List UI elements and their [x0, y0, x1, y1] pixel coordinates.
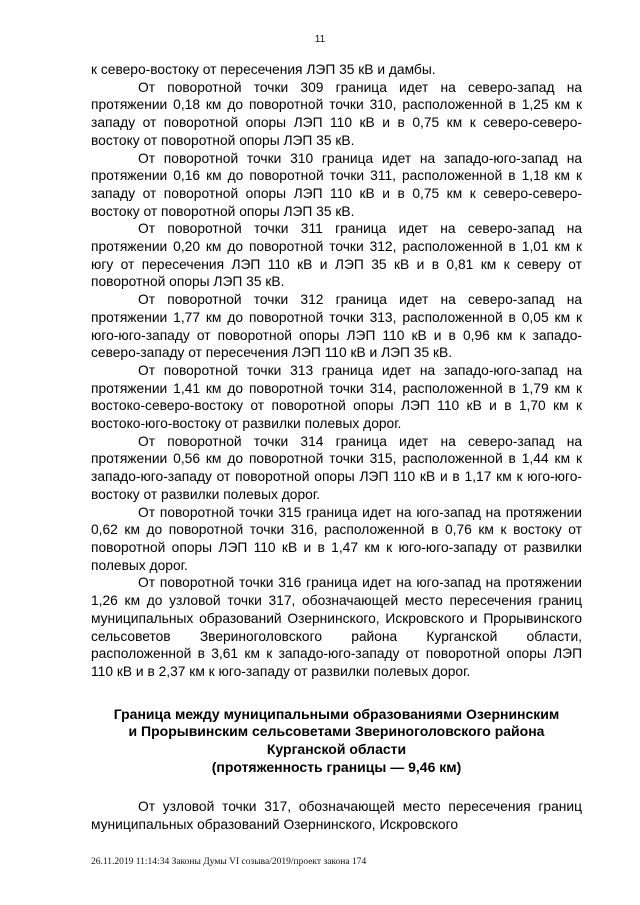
paragraph-point-314: От поворотной точки 314 граница идет на северо-запад на протяжении 0,56 км до поворотной точки 315, расположенной в 1,44 км к западо-юго-западу от поворотной опоры ЛЭП 110 кВ и в 1,17 км к юго-юго-востоку от развилки полевых дорог.: [91, 433, 582, 502]
paragraph-continuation: к северо-востоку от пересечения ЛЭП 35 кВ и дамбы.: [91, 62, 436, 77]
paragraph-point-316: От поворотной точки 316 граница идет на юго-запад на протяжении 1,26 км до узловой точки 317, обозначающей место пересечения границ муниципальных образований Озернинского, Искровского и Прорывинского сельсоветов Звериноголовского района Курганской области, расположенной в 3,61 км к западо-юго-западу от поворотной опоры ЛЭП 110 кВ и в 2,37 км к юго-западу от развилки полевых дорог.: [91, 575, 582, 679]
heading-line-1: Граница между муниципальными образованиями Озернинским: [113, 705, 560, 722]
paragraph-point-312: От поворотной точки 312 граница идет на северо-запад на протяжении 1,77 км до поворотной точки 313, расположенной в 0,05 км к юго-юго-западу от поворотной опоры ЛЭП 110 кВ и в 0,96 км к западо-северо-западу от пересечения ЛЭП 110 кВ и ЛЭП 35 кВ.: [91, 292, 582, 361]
footer-metadata: 26.11.2019 11:14:34 Законы Думы VI созыва/2019/проект закона 174: [91, 857, 367, 867]
paragraph-point-313: От поворотной точки 313 граница идет на западо-юго-запад на протяжении 1,41 км до поворотной точки 314, расположенной в 1,79 км к востоко-северо-востоку от поворотной опоры ЛЭП 110 кВ и в 1,70 км к востоко-юго-востоку от развилки полевых дорог.: [91, 362, 582, 432]
heading-line-2: и Прорывинским сельсоветами Звериноголовского района: [128, 723, 545, 740]
paragraph-point-317: От узловой точки 317, обозначающей место пересечения границ муниципальных образований Озернинского, Искровского: [91, 799, 582, 833]
page-number: 11: [314, 34, 326, 45]
paragraph-point-310: От поворотной точки 310 граница идет на западо-юго-запад на протяжении 0,16 км до поворотной точки 311, расположенной в 1,18 км к западу от поворотной опоры ЛЭП 110 кВ и в 0,75 км к северо-северо-востоку от поворотной опоры ЛЭП 35 кВ.: [91, 150, 582, 219]
heading-line-4: (протяженность границы — 9,46 км): [211, 758, 462, 775]
section-heading: [91, 706, 582, 777]
paragraph-point-315: От поворотной точки 315 граница идет на юго-запад на протяжении 0,62 км до поворотной точки 316, расположенной в 0,76 км к востоку от поворотной опоры ЛЭП 110 кВ и в 1,47 км к юго-юго-западу от развилки полевых дорог.: [91, 504, 582, 573]
paragraph-point-309: От поворотной точки 309 граница идет на северо-запад на протяжении 0,18 км до поворотной точки 310, расположенной в 1,25 км к западу от поворотной опоры ЛЭП 110 кВ и в 0,75 км к северо-северо-востоку от поворотной опоры ЛЭП 35 кВ.: [91, 79, 582, 148]
heading-line-3: Курганской области: [266, 741, 407, 758]
document-body: [91, 61, 582, 834]
paragraph-point-311: От поворотной точки 311 граница идет на северо-запад на протяжении 0,20 км до поворотной точки 312, расположенной в 1,01 км к югу от пересечения ЛЭП 110 кВ и ЛЭП 35 кВ и в 0,81 км к северу от поворотной опоры ЛЭП 35 кВ.: [91, 221, 582, 290]
